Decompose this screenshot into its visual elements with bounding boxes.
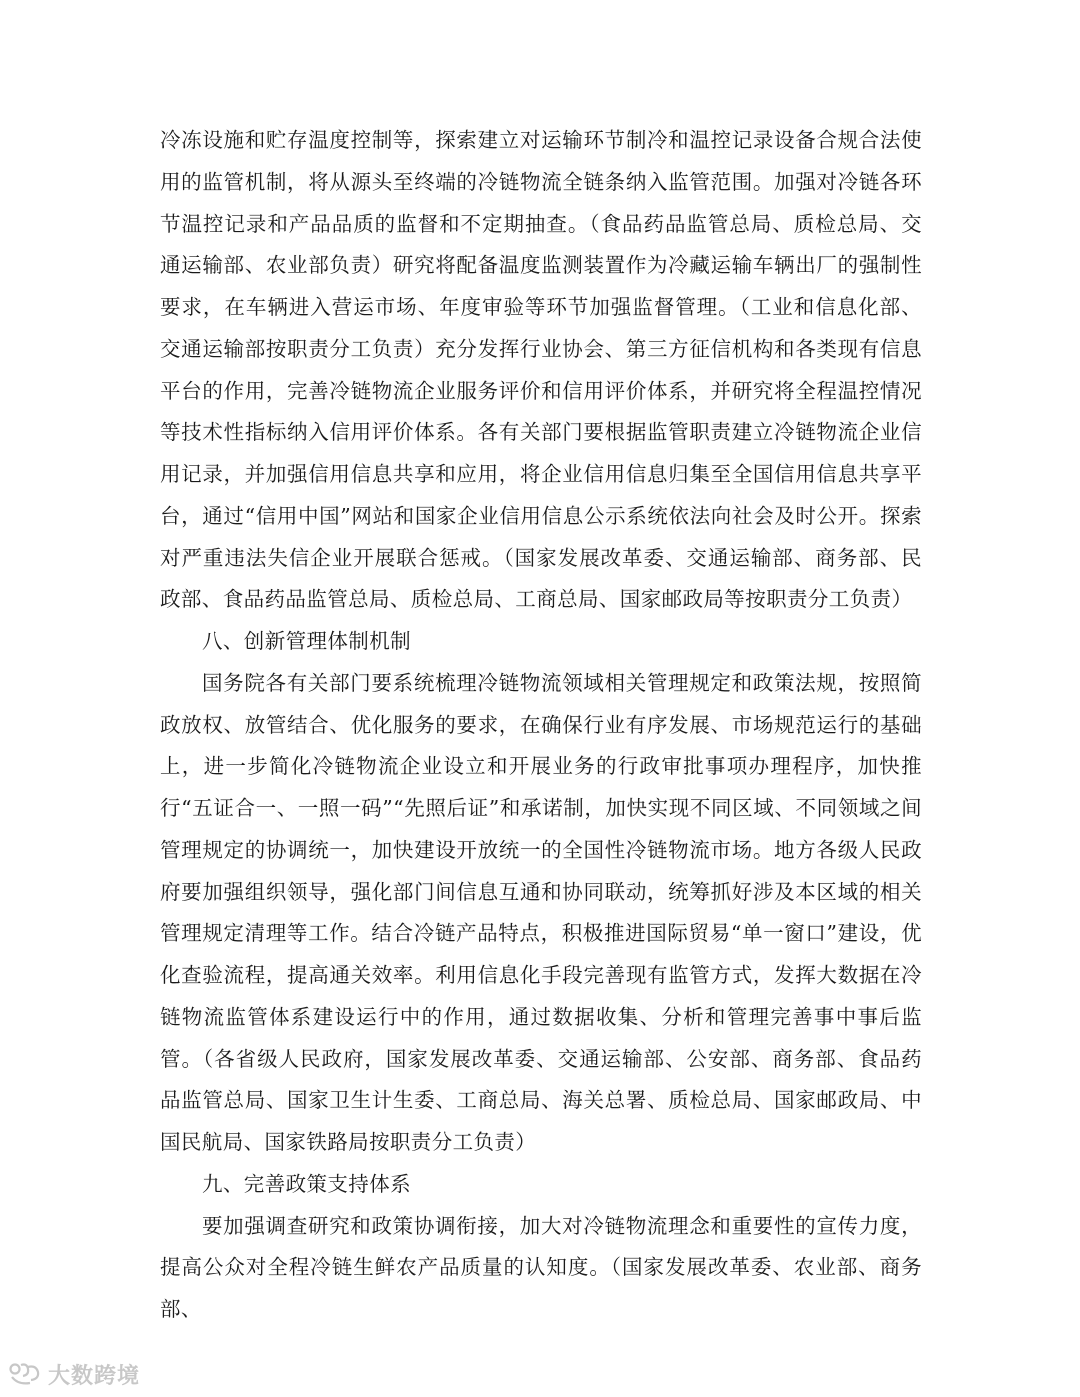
- paragraph-policy-support: 要加强调查研究和政策协调衔接，加大对冷链物流理念和重要性的宣传力度，提高公众对全程冷链生鲜农产品质量的认知度。（国家发展改革委、农业部、商务部、: [160, 1213, 922, 1321]
- paragraph-cold-chain-supervision: 冷冻设施和贮存温度控制等，探索建立对运输环节制冷和温控记录设备合规合法使用的监管机制，将从源头至终端的冷链物流全链条纳入监管范围。加强对冷链各环节温控记录和产品品质的监督和不定期抽查。（食品药品监管总局、质检总局、交通运输部、农业部负责）研究将配备温度监测装置作为冷藏运输车辆出厂的强制性要求，在车辆进入营运市场、年度审验等环节加强监督管理。（工业和信息化部、交通运输部按职责分工负责）充分发挥行业协会、第三方征信机构和各类现有信息平台的作用，完善冷链物流企业服务评价和信用评价体系，并研究将全程温控情况等技术性指标纳入信用评价体系。各有关部门要根据监管职责建立冷链物流企业信用记录，并加强信用信息共享和应用，将企业信用信息归集至全国信用信息共享平台，通过“信用中国”网站和国家企业信用信息公示系统依法向社会及时公开。探索对严重违法失信企业开展联合惩戒。（国家发展改革委、交通运输部、商务部、民政部、食品药品监管总局、质检总局、工商总局、国家邮政局等按职责分工负责）: [160, 128, 922, 612]
- watermark-text: 大数跨境: [48, 1363, 141, 1389]
- paragraph-management-system: 国务院各有关部门要系统梳理冷链物流领域相关管理规定和政策法规，按照简政放权、放管结合、优化服务的要求，在确保行业有序发展、市场规范运行的基础上，进一步简化冷链物流企业设立和开展业务的行政审批事项办理程序，加快推行“五证合一、一照一码”“先照后证”和承诺制，加快实现不同区域、不同领域之间管理规定的协调统一，加快建设开放统一的全国性冷链物流市场。地方各级人民政府要加强组织领导，强化部门间信息互通和协同联动，统筹抓好涉及本区域的相关管理规定清理等工作。结合冷链产品特点，积极推进国际贸易“单一窗口”建设，优化查验流程，提高通关效率。利用信息化手段完善现有监管方式，发挥大数据在冷链物流监管体系建设运行中的作用，通过数据收集、分析和管理完善事中事后监管。（各省级人民政府，国家发展改革委、交通运输部、公安部、商务部、食品药品监管总局、国家卫生计生委、工商总局、海关总署、质检总局、国家邮政局、中国民航局、国家铁路局按职责分工负责）: [160, 670, 922, 1154]
- section-heading-9: 九、完善政策支持体系: [202, 1171, 411, 1196]
- document-body: [160, 120, 922, 1331]
- brand-logo-icon: [8, 1361, 42, 1387]
- section-heading-8: 八、创新管理体制机制: [202, 629, 411, 653]
- watermark: [8, 1358, 140, 1390]
